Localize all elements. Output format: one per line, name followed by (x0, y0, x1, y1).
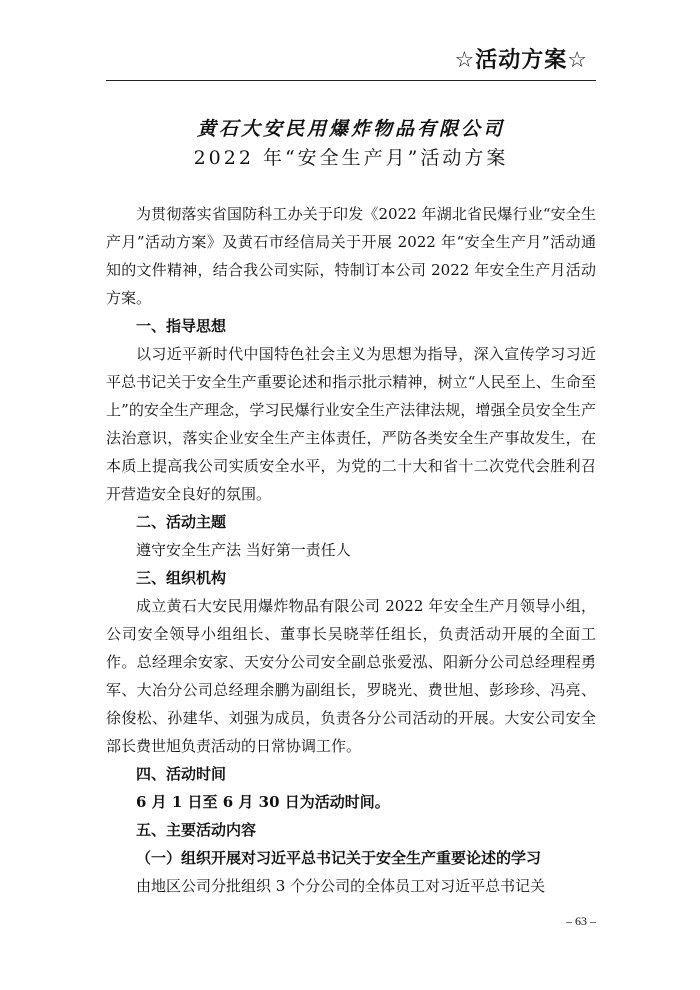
section-text-organization: 成立黄石大安民用爆炸物品有限公司 2022 年安全生产月领导小组，公司安全领导小组组长、董事长吴晓莘任组长，负责活动开展的全面工作。总经理余安家、天安分公司安全副总张爱泓、阳新分公司总经理程勇军、大冶分公司总经理余鹏为副组长，罗晓光、费世旭、彭珍珍、冯亮、徐俊松、孙建华、刘强为成员，负责各分公司活动的开展。大安公司安全部长费世旭负责活动的日常协调工作。 (106, 597, 596, 755)
document-title-company: 黄石大安民用爆炸物品有限公司 (196, 118, 505, 140)
section-text-theme: 遵守安全生产法 当好第一责任人 (136, 541, 351, 559)
intro-paragraph: 为贯彻落实省国防科工办关于印发《2022 年湖北省民爆行业“安全生产月”活动方案》及黄石市经信局关于开展 2022 年“安全生产月”活动通知的文件精神，结合我公司实际，特制订本公司 2022 年安全生产月活动方案。 (106, 205, 596, 307)
section-text-study: 由地区公司分批组织 3 个分公司的全体员工对习近平总书记关 (136, 877, 546, 895)
page-header (106, 46, 596, 81)
document-title-plan: 2022 年“安全生产月”活动方案 (193, 147, 509, 169)
section-heading-main-content: 五、主要活动内容 (136, 821, 257, 839)
section-heading-organization: 三、组织机构 (136, 569, 227, 587)
section-heading-guiding-ideology: 一、指导思想 (136, 317, 227, 335)
section-heading-time: 四、活动时间 (136, 765, 227, 783)
section-text-guiding-ideology: 以习近平新时代中国特色社会主义为思想为指导，深入宣传学习习近平总书记关于安全生产重要论述和指示批示精神，树立“人民至上、生命至上”的安全生产理念，学习民爆行业安全生产法律法规，增强全员安全生产法治意识，落实企业安全生产主体责任，严防各类安全生产事故发生，在本质上提高我公司实质安全水平，为党的二十大和省十二次党代会胜利召开营造安全良好的氛围。 (106, 345, 596, 503)
subsection-heading-study: （一）组织开展对习近平总书记关于安全生产重要论述的学习 (136, 849, 542, 867)
header-label: ☆活动方案☆ (454, 48, 588, 73)
section-text-time: 6 月 1 日至 6 月 30 日为活动时间。 (136, 793, 390, 811)
page-number: – 63 – (566, 914, 596, 928)
document-body (106, 200, 596, 900)
section-heading-theme: 二、活动主题 (136, 513, 227, 531)
